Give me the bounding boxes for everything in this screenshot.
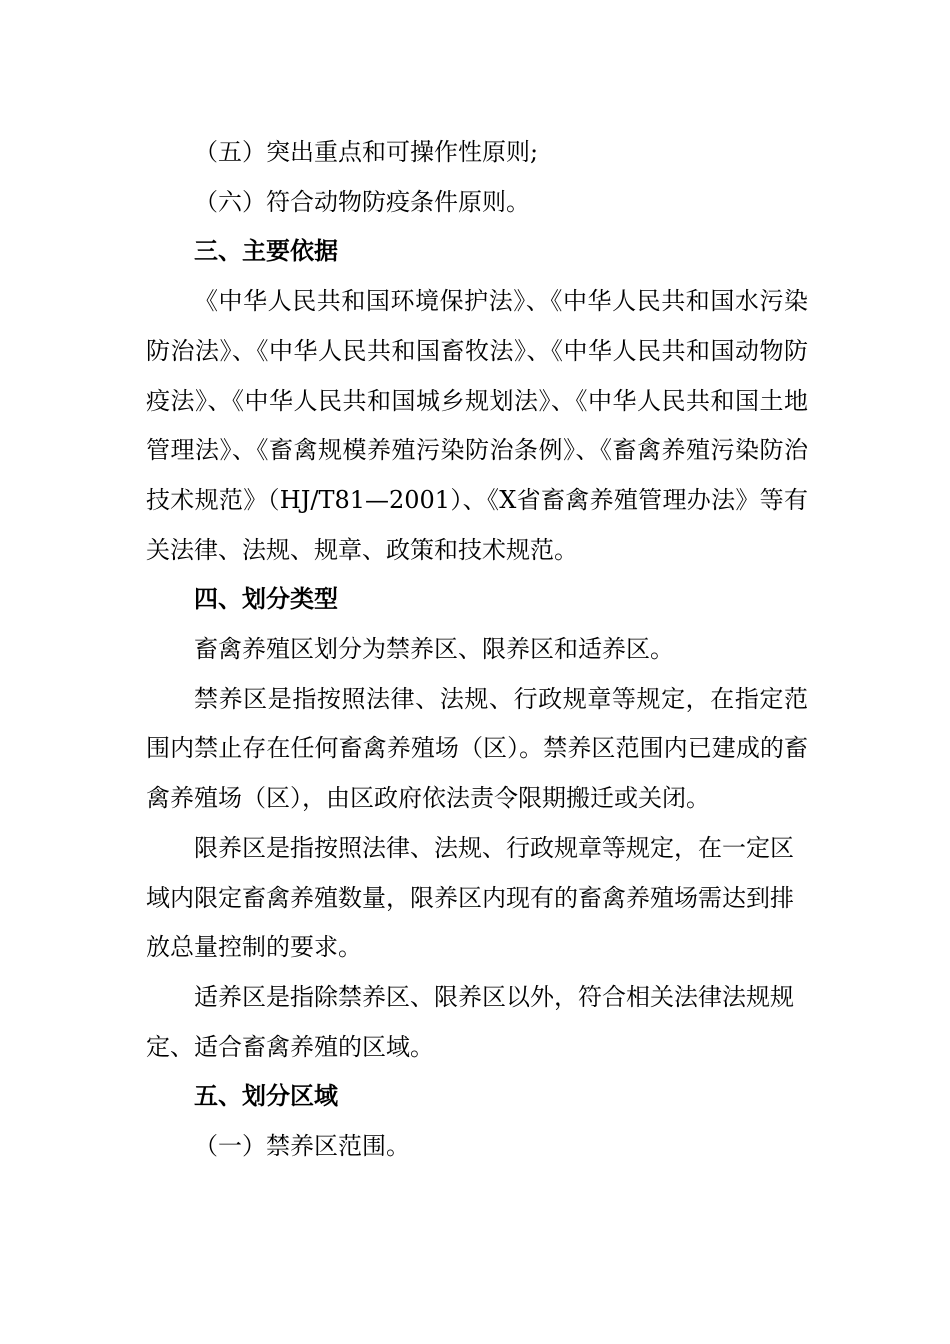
- prohibited-zone-paragraph: 禁养区是指按照法律、法规、行政规章等规定，在指定范围内禁止存在任何畜禽养殖场（区）。禁养区范围内已建成的畜禽养殖场（区），由区政府依法责令限期搬迁或关闭。: [146, 684, 808, 813]
- section-heading-types: 四、划分类型: [194, 585, 338, 614]
- restricted-zone-paragraph: 限养区是指按照法律、法规、行政规章等规定，在一定区域内限定畜禽养殖数量，限养区内现有的畜禽养殖场需达到排放总量控制的要求。: [146, 833, 794, 962]
- document-body: [146, 128, 808, 1172]
- basis-paragraph: 《中华人民共和国环境保护法》、《中华人民共和国水污染防治法》、《中华人民共和国畜牧法》、《中华人民共和国动物防疫法》、《中华人民共和国城乡规划法》、《中华人民共和国土地管理法》、《畜禽规模养殖污染防治条例》、《畜禽养殖污染防治技术规范》（HJ/T81—2001）、《X省畜禽养殖管理办法》等有关法律、法规、规章、政策和技术规范。: [146, 287, 808, 564]
- suitable-zone-paragraph: 适养区是指除禁养区、限养区以外，符合相关法律法规规定、适合畜禽养殖的区域。: [146, 982, 794, 1061]
- types-intro-paragraph: 畜禽养殖区划分为禁养区、限养区和适养区。: [194, 635, 674, 664]
- principle-five: （五）突出重点和可操作性原则;: [194, 138, 539, 166]
- section-heading-areas: 五、划分区域: [194, 1082, 338, 1111]
- prohibited-scope-item: （一）禁养区范围。: [194, 1132, 410, 1161]
- section-heading-basis: 三、主要依据: [194, 237, 338, 266]
- principle-six: （六）符合动物防疫条件原则。: [194, 187, 530, 216]
